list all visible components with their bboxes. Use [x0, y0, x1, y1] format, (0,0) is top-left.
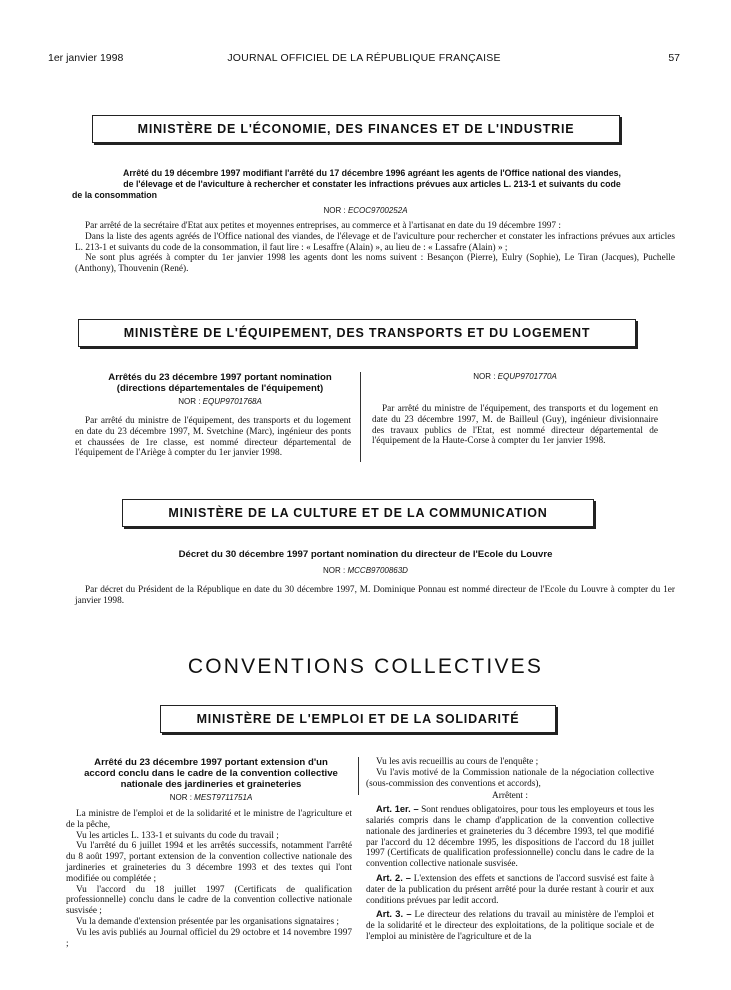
paragraph: Par arrêté du ministre de l'équipement, des transports et du logement en date du 23 décembre 1997, M. Svetchine (Marc), ingénieur des ponts et chaussées de 1re classe, est nommé directeur départemental de l'équipement de l'Ariège à compter du 1er janvier 1998.: [75, 416, 351, 459]
ministry-economie-heading: MINISTÈRE DE L'ÉCONOMIE, DES FINANCES ET DE L'INDUSTRIE: [137, 122, 575, 136]
title-line: (directions départementales de l'équipement): [116, 383, 324, 394]
paragraph: Dans la liste des agents agréés de l'Office national des viandes, de l'élevage et de l'aviculture pour rechercher et constater les infractions prévues aux articles L. 213-1 et suivants du code de la consommation, il faut lire : « Lesaffre (Alain) », au lieu de : « Lassafre (Alain) » ;: [75, 231, 675, 253]
ministry-emploi-heading: MINISTÈRE DE L'EMPLOI ET DE LA SOLIDARITÉ: [196, 712, 520, 726]
nor-label: NOR :: [473, 372, 496, 381]
arrete-economie-title: [62, 168, 682, 201]
header-journal-title: JOURNAL OFFICIEL DE LA RÉPUBLIQUE FRANÇAISE: [227, 52, 501, 64]
paragraph: Ne sont plus agréés à compter du 1er janvier 1998 les agents dont les noms suivent : Besançon (Pierre), Eulry (Sophie), Le Tiran (Jacques), Puchelle (Anthony), Thouvenin (René).: [75, 253, 675, 275]
paragraph: Par décret du Président de la République en date du 30 décembre 1997, M. Dominique Ponnau est nommé directeur de l'Ecole du Louvre à compter du 1er janvier 1998.: [75, 585, 675, 606]
conventions-heading-text: CONVENTIONS COLLECTIVES: [187, 655, 544, 678]
paragraph: Vu l'arrêté du 6 juillet 1994 et les arrêtés successifs, notamment l'arrêté du 8 août 1997, portant extension de la convention collective nationale des jardineries et graineteries du 3 décembre 1993 et des textes qui l'ont modifiée ou complétée ;: [66, 841, 352, 884]
paragraph: Vu les avis publiés au Journal officiel du 29 octobre et 14 novembre 1997 ;: [66, 927, 352, 949]
paragraph: Vu les avis recueillis au cours de l'enquête ;: [376, 757, 539, 767]
emploi-right-body: [366, 757, 654, 943]
nor-code: MCCB9700863D: [347, 566, 408, 575]
nor-label: NOR :: [169, 793, 192, 802]
arrete-emploi-title: [66, 757, 356, 790]
ministry-economie-box: [92, 115, 620, 143]
nor-equipement-right: [370, 372, 660, 381]
paragraph: Vu l'accord du 18 juillet 1997 (Certificats de qualification professionnelle) conclu dans le cadre de la convention collective nationale susvisée ;: [66, 884, 352, 917]
arrete-equipement-title: [75, 372, 365, 394]
economie-body: [75, 221, 675, 275]
header-date: 1er janvier 1998: [48, 52, 124, 64]
article-label: Art. 2. –: [376, 872, 411, 883]
article-label: Art. 1er. –: [376, 804, 419, 815]
culture-body: [75, 585, 675, 607]
paragraph: Par arrêté de la secrétaire d'Etat aux petites et moyennes entreprises, au commerce et à l'artisanat en date du 19 décembre 1997 :: [85, 221, 561, 231]
column-divider: [360, 372, 361, 462]
title-line: de la consommation: [72, 190, 158, 200]
nor-economie: [0, 206, 731, 215]
equipement-right-body: [372, 404, 658, 447]
page-header: [48, 52, 680, 68]
paragraph: La ministre de l'emploi et de la solidarité et le ministre de l'agriculture et de la pêche,: [66, 809, 352, 830]
arretent-text: Arrêtent :: [492, 791, 528, 802]
header-page-number: 57: [668, 52, 680, 64]
article-2: [366, 873, 654, 906]
article-text: Sont rendues obligatoires, pour tous les employeurs et tous les salariés compris dans le champ d'application de la convention collective nationale des jardineries et graineteries du 3 décembre 1993, tel que modifié par l'accord du 12 décembre 1995, les dispositions de l'accord du 18 juillet 1997 (Certificats de qualification professionnelle) conclu dans le cadre de la convention collective nationale susvisée.: [366, 805, 655, 870]
nor-label: NOR :: [323, 566, 346, 575]
paragraph: Vu l'avis motivé de la Commission nationale de la négociation collective (sous-commission des conventions et accords),: [366, 767, 654, 789]
title-line: de l'élevage et de l'aviculture à rechercher et constater les infractions prévues aux articles L. 213-1 et suivants du code: [123, 179, 621, 189]
decret-culture-title: [0, 549, 731, 560]
ministry-culture-box: [122, 499, 594, 527]
article-text: Le directeur des relations du travail au ministère de l'emploi et de la solidarité et le directeur des exploitations, de la politique sociale et de l'emploi au ministère de l'agriculture et de la: [366, 910, 654, 942]
title-line: Décret du 30 décembre 1997 portant nomination du directeur de l'Ecole du Louvre: [178, 549, 553, 560]
nor-culture: [0, 566, 731, 575]
title-line: Arrêté du 19 décembre 1997 modifiant l'arrêté du 17 décembre 1996 agréant les agents de l'Office national des viandes,: [123, 168, 621, 178]
column-divider: [358, 757, 359, 795]
emploi-left-body: [66, 809, 352, 949]
ministry-emploi-box: [160, 705, 556, 733]
title-line: accord conclu dans le cadre de la convention collective: [84, 768, 338, 779]
arretent-line: [366, 791, 654, 802]
paragraph: Vu les articles L. 133-1 et suivants du code du travail ;: [76, 830, 279, 841]
title-line: Arrêtés du 23 décembre 1997 portant nomination: [108, 372, 332, 383]
article-1: [366, 804, 654, 870]
paragraph: Vu la demande d'extension présentée par les organisations signataires ;: [76, 916, 339, 927]
ministry-equipement-box: [78, 319, 636, 347]
article-label: Art. 3. –: [376, 909, 412, 920]
nor-code: EQUP9701768A: [202, 397, 262, 406]
nor-emploi: [66, 793, 356, 802]
title-line: nationale des jardineries et graineteries: [120, 779, 302, 790]
title-line: Arrêté du 23 décembre 1997 portant extension d'un: [94, 757, 328, 768]
conventions-heading: [0, 655, 731, 679]
nor-label: NOR :: [323, 206, 346, 215]
ministry-equipement-heading: MINISTÈRE DE L'ÉQUIPEMENT, DES TRANSPORTS ET DU LOGEMENT: [123, 326, 591, 340]
nor-equipement-left: [75, 397, 365, 406]
article-text: L'extension des effets et sanctions de l'accord susvisé est faite à dater de la publication du présent arrêté pour la durée restant à courir et aux conditions prévues par ledit accord.: [366, 873, 654, 906]
ministry-culture-heading: MINISTÈRE DE LA CULTURE ET DE LA COMMUNICATION: [168, 506, 548, 520]
nor-code: EQUP9701770A: [497, 372, 557, 381]
nor-code: MEST9711751A: [194, 793, 253, 802]
equipement-left-body: [75, 416, 351, 459]
article-3: [366, 909, 654, 942]
nor-code: ECOC9700252A: [347, 206, 408, 215]
nor-label: NOR :: [178, 397, 201, 406]
paragraph: Par arrêté du ministre de l'équipement, des transports et du logement en date du 23 décembre 1997, M. de Bailleul (Guy), ingénieur divisionnaire des travaux publics de l'Etat, est nommé directeur départemental de l'équipement de la Haute-Corse à compter du 1er janvier 1998.: [372, 404, 658, 447]
